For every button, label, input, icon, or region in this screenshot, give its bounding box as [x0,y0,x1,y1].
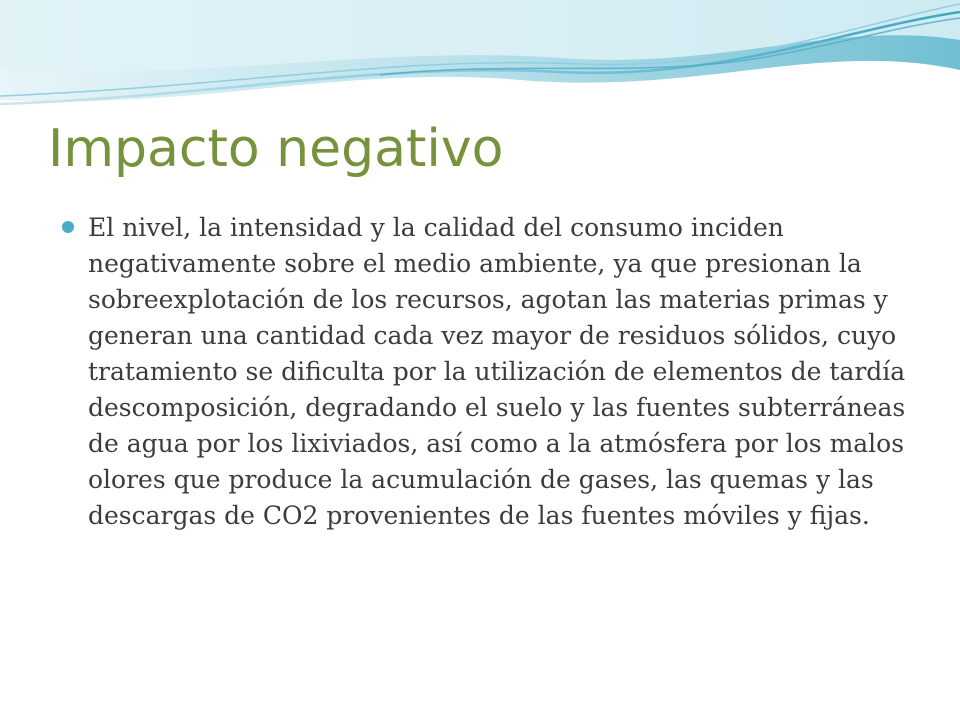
bullet-dot-icon [62,221,74,233]
bullet-item [62,210,922,534]
bullet-text: El nivel, la intensidad y la calidad del consumo inciden negativamente sobre el medio ambiente, ya que presionan la sobreexplotación de los recursos, agotan las materias primas y generan una cantidad cada vez mayor de residuos sólidos, cuyo tratamiento se dificulta por la utilización de elementos de tardía descomposición, degradando el suelo y las fuentes subterráneas de agua por los lixiviados, así como a la atmósfera por los malos olores que produce la acumulación de gases, las quemas y las descargas de CO2 provenientes de las fuentes móviles y fijas. [88,213,906,530]
bullet-list [62,210,922,534]
slide-title: Impacto negativo [48,119,504,179]
wave-header-decoration [0,0,960,130]
